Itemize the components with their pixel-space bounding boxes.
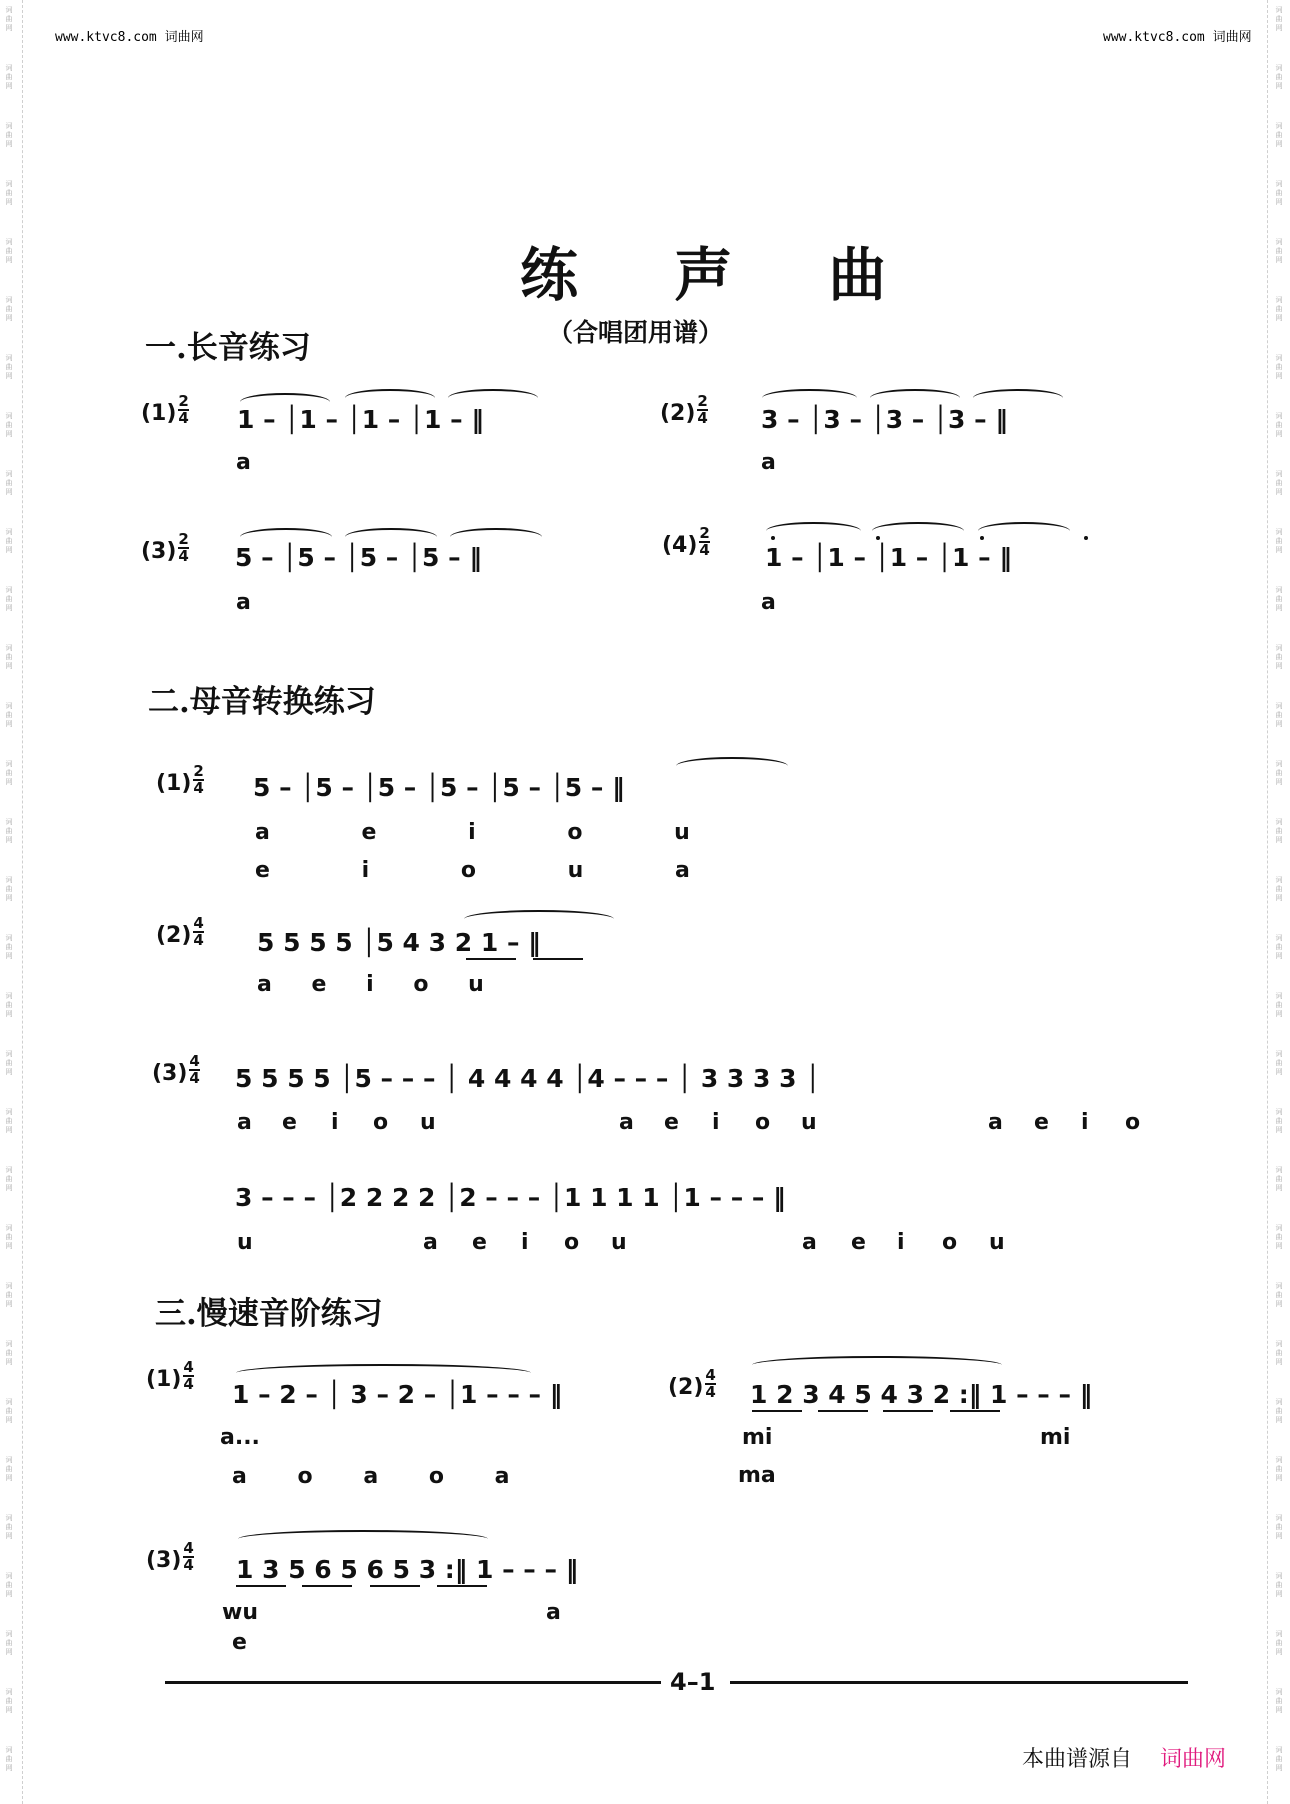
high-octave-dot — [1084, 536, 1088, 540]
beam-underline — [533, 958, 583, 960]
page-subtitle: （合唱团用谱） — [548, 318, 724, 347]
margin-watermark: 词 曲 网 — [5, 992, 13, 1018]
margin-watermark: 词 曲 网 — [1275, 1746, 1283, 1772]
source-brand-link[interactable]: 词曲网 — [1160, 1747, 1227, 1772]
exercise-number: (1) — [156, 771, 192, 796]
tie-mark — [870, 389, 960, 407]
margin-watermark: 词 曲 网 — [1275, 238, 1283, 264]
tie-mark — [973, 389, 1063, 407]
tie-mark — [240, 393, 330, 411]
time-signature: $\frac{4}{4}$ — [183, 1358, 194, 1393]
margin-watermark: 词 曲 网 — [1275, 586, 1283, 612]
time-signature: $\frac{4}{4}$ — [183, 1539, 194, 1574]
margin-watermark: 词 曲 网 — [1275, 354, 1283, 380]
margin-watermark: 词 曲 网 — [1275, 1456, 1283, 1482]
slur-mark — [236, 1364, 531, 1382]
margin-watermark: 词 曲 网 — [1275, 528, 1283, 554]
beam-underline — [370, 1585, 420, 1587]
beam-underline — [437, 1585, 487, 1587]
margin-watermark: 词 曲 网 — [5, 1688, 13, 1714]
time-signature: $\frac{4}{4}$ — [705, 1366, 716, 1401]
margin-watermark: 词 曲 网 — [1275, 1514, 1283, 1540]
margin-watermark: 词 曲 网 — [5, 1282, 13, 1308]
margin-watermark: 词 曲 网 — [5, 296, 13, 322]
header-left — [55, 26, 204, 45]
s2-ex3-row2-notes: 3 – – – │2 2 2 2 │2 – – – │1 1 1 1 │1 – – – ‖ — [235, 1183, 786, 1212]
margin-watermark: 词 曲 网 — [1275, 934, 1283, 960]
slur-mark — [752, 1356, 1002, 1374]
s3-ex2-label — [668, 1366, 716, 1404]
margin-watermark: 词 曲 网 — [1275, 1282, 1283, 1308]
margin-watermark: 词 曲 网 — [5, 1398, 13, 1424]
margin-watermark: 词 曲 网 — [5, 818, 13, 844]
beam-underline — [302, 1585, 352, 1587]
s1-ex3-lyric: a — [236, 590, 251, 615]
margin-watermark: 词 曲 网 — [1275, 122, 1283, 148]
margin-watermark: 词 曲 网 — [1275, 180, 1283, 206]
s1-ex4-lyric: a — [761, 590, 776, 615]
exercise-number: (1) — [141, 401, 177, 426]
exercise-number: (2) — [668, 1375, 704, 1400]
margin-watermark: 词 曲 网 — [5, 1340, 13, 1366]
time-signature: $\frac{4}{4}$ — [189, 1052, 200, 1087]
margin-watermark: 词 曲 网 — [1275, 1630, 1283, 1656]
margin-watermark: 词 曲 网 — [5, 238, 13, 264]
s1-ex1-label — [141, 392, 189, 430]
tie-mark — [345, 389, 435, 407]
margin-watermark: 词 曲 网 — [5, 1456, 13, 1482]
time-signature: $\frac{2}{4}$ — [193, 762, 204, 797]
header-left-url: www.ktvc8.com — [55, 30, 157, 45]
s2-ex2-notes: 5 5 5 5 │5 4 3 2 1 – ‖ — [257, 928, 541, 957]
tie-mark — [766, 522, 861, 540]
margin-watermark: 词 曲 网 — [1275, 876, 1283, 902]
s1-ex4-notes: 1 – │1 – │1 – │1 – ‖ — [765, 543, 1012, 572]
s1-ex4-label — [662, 524, 710, 562]
tie-mark — [345, 528, 437, 546]
tie-mark — [450, 528, 542, 546]
time-signature: $\frac{4}{4}$ — [193, 914, 204, 949]
margin-watermark: 词 曲 网 — [5, 1572, 13, 1598]
exercise-number: (2) — [660, 401, 696, 426]
footer-rule-right — [730, 1681, 1188, 1684]
s2-ex1-notes: 5 – │5 – │5 – │5 – │5 – │5 – ‖ — [253, 773, 625, 802]
margin-watermark: 词 曲 网 — [5, 702, 13, 728]
tie-mark — [240, 528, 332, 546]
beam-underline — [752, 1410, 802, 1412]
tie-mark — [872, 522, 964, 540]
margin-watermark: 词 曲 网 — [1275, 644, 1283, 670]
margin-watermark: 词 曲 网 — [1275, 6, 1283, 32]
tie-mark — [448, 389, 538, 407]
header-right — [1103, 26, 1252, 45]
footer-rule-left — [165, 1681, 661, 1684]
section-1-heading: 一.长音练习 — [145, 330, 311, 366]
margin-watermark: 词 曲 网 — [5, 354, 13, 380]
slur-mark — [238, 1530, 488, 1548]
s2-ex1-label — [156, 762, 204, 800]
page-title: 练 声 曲 — [520, 241, 925, 309]
margin-watermark: 词 曲 网 — [1275, 992, 1283, 1018]
margin-watermark: 词 曲 网 — [1275, 412, 1283, 438]
s2-ex3-row1-notes: 5 5 5 5 │5 – – – │ 4 4 4 4 │4 – – – │ 3 3 3 3 │ — [235, 1064, 821, 1093]
exercise-number: (3) — [152, 1061, 188, 1086]
beam-underline — [466, 958, 516, 960]
margin-watermark: 词 曲 网 — [5, 1166, 13, 1192]
header-right-site: 词曲网 — [1212, 30, 1252, 45]
margin-watermark: 词 曲 网 — [5, 180, 13, 206]
slur-mark — [464, 910, 614, 928]
header-right-url: www.ktvc8.com — [1103, 30, 1205, 45]
time-signature: $\frac{2}{4}$ — [699, 524, 710, 559]
tie-mark — [978, 522, 1070, 540]
s3-ex3-notes: 1 3 5 6 5 6 5 3 :‖ 1 – – – ‖ — [236, 1555, 579, 1584]
s1-ex1-lyric: a — [236, 450, 251, 475]
s1-ex3-notes: 5 – │5 – │5 – │5 – ‖ — [235, 543, 482, 572]
source-note: 本曲谱源自 — [1022, 1747, 1133, 1772]
section-3-heading: 三.慢速音阶练习 — [155, 1296, 383, 1332]
margin-watermark: 词 曲 网 — [1275, 1050, 1283, 1076]
s3-ex1-lyric-line1: a... — [220, 1425, 260, 1450]
exercise-number: (3) — [146, 1548, 182, 1573]
margin-watermark: 词 曲 网 — [1275, 818, 1283, 844]
exercise-number: (3) — [141, 539, 177, 564]
s3-ex1-notes: 1 – 2 – │ 3 – 2 – │1 – – – ‖ — [232, 1380, 563, 1409]
s3-ex2-lyric-mi-end: mi — [1040, 1425, 1071, 1450]
margin-watermark: 词 曲 网 — [5, 876, 13, 902]
margin-watermark: 词 曲 网 — [1275, 1572, 1283, 1598]
s1-ex3-label — [141, 530, 189, 568]
tie-mark — [762, 389, 857, 407]
s3-ex3-lyric-wu: wu — [222, 1600, 258, 1625]
margin-watermark: 词 曲 网 — [1275, 1224, 1283, 1250]
margin-watermark: 词 曲 网 — [1275, 1688, 1283, 1714]
time-signature: $\frac{2}{4}$ — [178, 530, 189, 565]
margin-watermark: 词 曲 网 — [1275, 64, 1283, 90]
margin-watermark: 词 曲 网 — [5, 1630, 13, 1656]
margin-watermark: 词 曲 网 — [5, 1108, 13, 1134]
margin-watermark: 词 曲 网 — [5, 64, 13, 90]
exercise-number: (4) — [662, 533, 698, 558]
margin-watermark: 词 曲 网 — [5, 934, 13, 960]
time-signature: $\frac{2}{4}$ — [178, 392, 189, 427]
margin-watermark: 词 曲 网 — [5, 528, 13, 554]
s3-ex3-lyric-e: e — [232, 1630, 247, 1655]
s3-ex2-lyric-mi: mi — [742, 1425, 773, 1450]
margin-watermark: 词 曲 网 — [1275, 296, 1283, 322]
s3-ex3-lyric-a: a — [546, 1600, 561, 1625]
margin-watermark: 词 曲 网 — [5, 1224, 13, 1250]
margin-watermark: 词 曲 网 — [1275, 760, 1283, 786]
tie-mark — [676, 757, 788, 775]
margin-watermark: 词 曲 网 — [5, 122, 13, 148]
beam-underline — [818, 1410, 868, 1412]
margin-watermark: 词 曲 网 — [1275, 1340, 1283, 1366]
exercise-number: (2) — [156, 923, 192, 948]
margin-watermark: 词 曲 网 — [1275, 702, 1283, 728]
section-2-heading: 二.母音转换练习 — [148, 684, 376, 720]
s3-ex2-notes: 1 2 3 4 5 4 3 2 :‖ 1 – – – ‖ — [750, 1380, 1093, 1409]
margin-watermark: 词 曲 网 — [5, 6, 13, 32]
margin-watermark: 词 曲 网 — [1275, 1108, 1283, 1134]
s1-ex2-label — [660, 392, 708, 430]
s3-ex1-label — [146, 1358, 194, 1396]
exercise-number: (1) — [146, 1367, 182, 1392]
s2-ex1-lyrics-line1: a e i o u — [255, 820, 690, 845]
margin-watermark: 词 曲 网 — [1275, 470, 1283, 496]
s3-ex2-lyric-ma: ma — [738, 1463, 776, 1488]
margin-watermark: 词 曲 网 — [5, 1050, 13, 1076]
margin-watermark: 词 曲 网 — [5, 470, 13, 496]
margin-watermark: 词 曲 网 — [1275, 1398, 1283, 1424]
s3-ex1-lyrics-line2: a o a o a — [232, 1464, 510, 1489]
margin-watermark: 词 曲 网 — [5, 1514, 13, 1540]
page-number: 4–1 — [670, 1668, 716, 1696]
margin-watermark: 词 曲 网 — [5, 586, 13, 612]
margin-watermark: 词 曲 网 — [5, 412, 13, 438]
s1-ex2-notes: 3 – │3 – │3 – │3 – ‖ — [761, 405, 1008, 434]
header-left-site: 词曲网 — [164, 30, 204, 45]
margin-watermark: 词 曲 网 — [1275, 1166, 1283, 1192]
s2-ex2-lyrics: a e i o u — [257, 972, 484, 997]
margin-watermark: 词 曲 网 — [5, 760, 13, 786]
margin-watermark: 词 曲 网 — [5, 644, 13, 670]
beam-underline — [236, 1585, 286, 1587]
s2-ex1-lyrics-line2: e i o u a — [255, 858, 690, 883]
time-signature: $\frac{2}{4}$ — [697, 392, 708, 427]
s2-ex3-label — [152, 1052, 200, 1090]
s1-ex2-lyric: a — [761, 450, 776, 475]
beam-underline — [950, 1410, 1000, 1412]
beam-underline — [883, 1410, 933, 1412]
margin-watermark: 词 曲 网 — [5, 1746, 13, 1772]
s1-ex1-notes: 1 – │1 – │1 – │1 – ‖ — [237, 405, 484, 434]
s2-ex2-label — [156, 914, 204, 952]
s3-ex3-label — [146, 1539, 194, 1577]
